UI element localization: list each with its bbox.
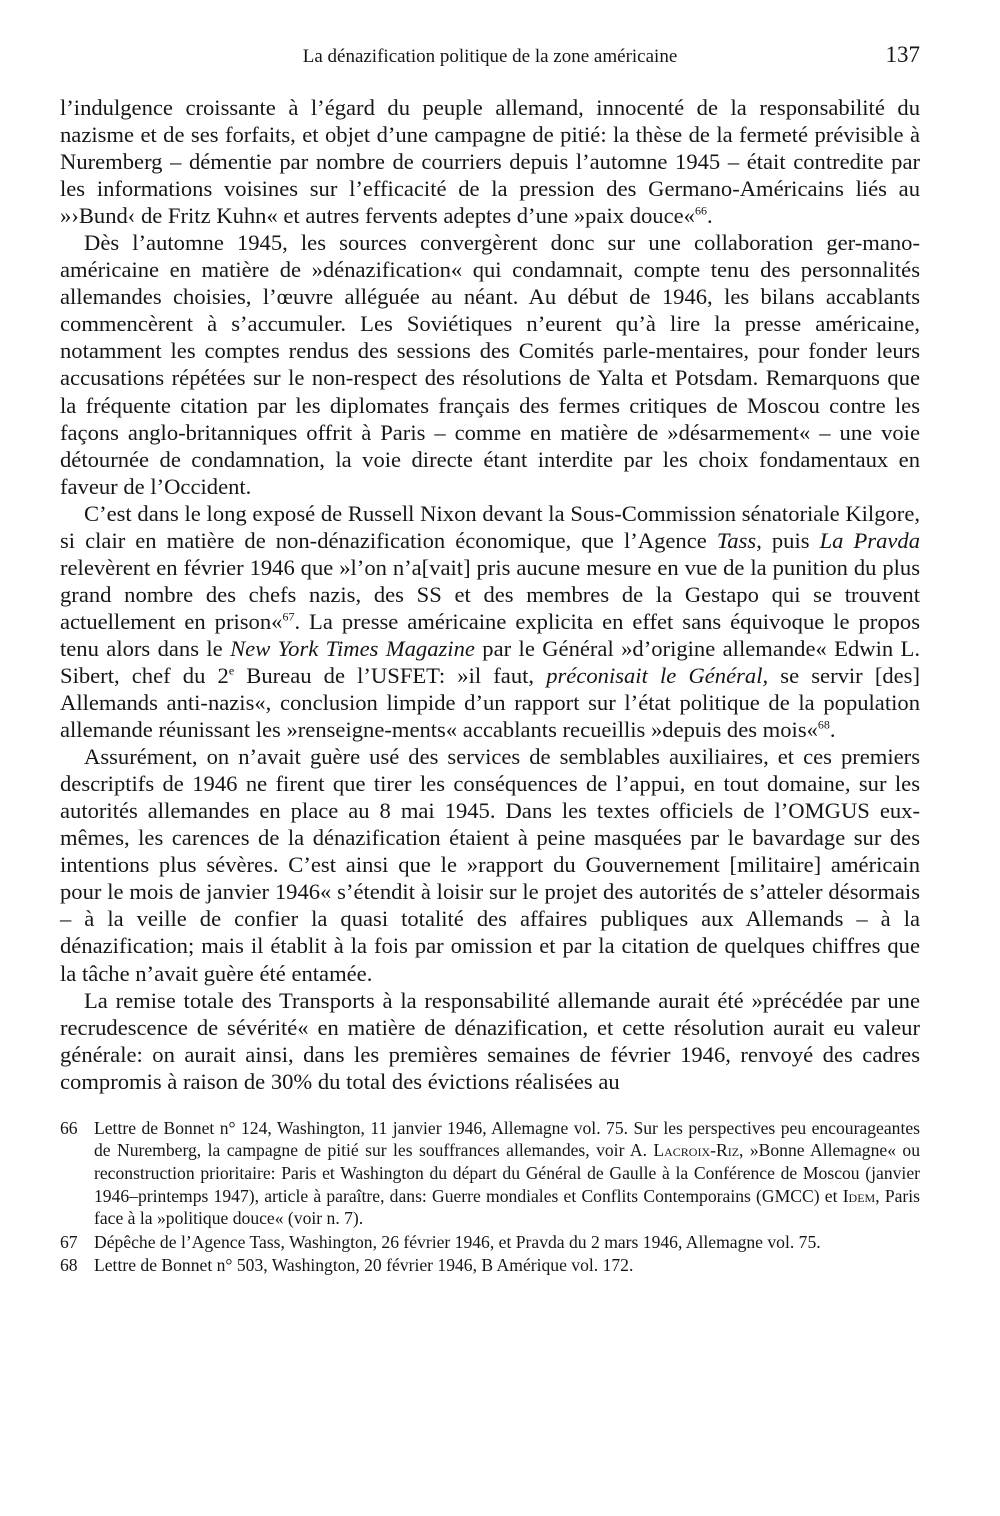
- paragraph-4: Assurément, on n’avait guère usé des services de semblables auxiliaires, et ces premiers descriptifs de 1946 ne firent que tirer les conséquences de l’appui, en tout domaine, sur les autorités allemandes en place au 8 mai 1945. Dans les textes officiels de l’OMGUS eux-mêmes, les carences de la dénazification étaient à peine masquées par le bavardage sur des intentions plus sévères. C’est ainsi que le »rapport du Gouvernement [militaire] américain pour le mois de janvier 1946« s’étendit à loisir sur le projet des autorités de s’atteler désormais – à la veille de confier la quasi totalité des affaires publiques aux Allemands – à la dénazification; mais il établit à la fois par omission et par la citation de quelques chiffres que la tâche n’avait guère été entamée.: [60, 744, 920, 986]
- paragraph-3-text-d: . La presse américaine explicita en effet sans équivoque le propos tenu alors dans le: [60, 608, 921, 661]
- footnote-66: [60, 1117, 920, 1230]
- italic-la-pravda: La Pravda: [819, 527, 920, 553]
- ordinal-superscript: e: [228, 663, 235, 678]
- footnotes: [60, 1117, 920, 1277]
- footnote-text: , »Bonne Allemagne« ou reconstruction prioritaire: Paris et Washington du départ du Général de Gaulle à la Conférence de Moscou (janvier 1946–printemps 1947), article à paraître, dans: Guerre mondiales et Conflits Contemporains (GMCC) et: [94, 1140, 920, 1206]
- italic-nyt-magazine: New York Times Magazine: [230, 635, 475, 661]
- footnote-ref-66[interactable]: 66: [694, 203, 707, 218]
- footnote-number: 68: [60, 1255, 78, 1276]
- paragraph-3-text-b: , puis: [756, 527, 820, 553]
- paragraph-3: [60, 500, 920, 743]
- paragraph-3-text-f: Bureau de l’USFET: »il faut,: [234, 662, 547, 688]
- body-text: [60, 94, 920, 1095]
- footnote-text: , Paris face à la »politique douce« (voir n. 7).: [94, 1185, 921, 1229]
- paragraph-3-end: .: [829, 717, 836, 743]
- footnote-67: [60, 1231, 920, 1254]
- footnote-ref-67[interactable]: 67: [282, 609, 295, 624]
- paragraph-1: [60, 94, 920, 229]
- footnote-text: Lettre de Bonnet n° 503, Washington, 20 février 1946, B Amérique vol. 172.: [94, 1255, 634, 1276]
- italic-preconisait: préconisait le Général,: [546, 662, 769, 688]
- paragraph-3-text-a: C’est dans le long exposé de Russell Nixon devant la Sous-Commission sénatoriale Kilgore, si clair en matière de non-dénazification économique, que l’Agence: [60, 500, 920, 553]
- paragraph-3-text-g: se servir [des] Allemands anti-nazis«, conclusion limpide d’un rapport sur l’état politique de la population allemande réunissant les »renseigne-ments« accablants recueillis »depuis des mois«: [60, 662, 920, 743]
- page-number: 137: [885, 42, 920, 67]
- footnote-text: Dépêche de l’Agence Tass, Washington, 26 février 1946, et Pravda du 2 mars 1946, Allemagne vol. 75.: [94, 1231, 821, 1252]
- paragraph-2: Dès l’automne 1945, les sources convergèrent donc sur une collaboration ger-mano-américaine en matière de »dénazification« qui condamnait, compte tenu des personnalités allemandes choisies, l’œuvre alléguée au néant. Au début de 1946, les bilans accablants commencèrent à s’accumuler. Les Soviétiques n’eurent qu’à lire la presse américaine, notamment les comptes rendus des sessions des Comités parle-mentaires, pour fonder leurs accusations répétées sur le non-respect des résolutions de Yalta et Potsdam. Remarquons que la fréquente citation par les diplomates français des fermes critiques de Moscou contre les façons anglo-britanniques offrit à Paris – comme en matière de »désarmement« – une voie détournée de condamnation, la voie directe étant interdite par les choix fondamentaux en faveur de l’Occident.: [60, 230, 920, 499]
- footnote-text: Lettre de Bonnet n° 124, Washington, 11 janvier 1946, Allemagne vol. 75. Sur les perspectives peu encourageantes de Nuremberg, la campagne de pitié sur les souffrances allemandes, voir A.: [94, 1117, 920, 1161]
- paragraph-3-text-c: relevèrent en février 1946 que »l’on n’a[vait] pris aucune mesure en vue de la punition du plus grand nombre des chefs nazis, des SS et des membres de la Gestapo qui se trouvent actuellement en prison«: [60, 554, 920, 634]
- italic-tass: Tass: [716, 527, 757, 553]
- paragraph-5: La remise totale des Transports à la responsabilité allemande aurait été »précédée par une recrudescence de sévérité« en matière de dénazification, et cette résolution aurait eu valeur générale: on aurait ainsi, dans les premières semaines de février 1946, renvoyé des cadres compromis à raison de 30% du total des évictions réalisées au: [60, 987, 920, 1094]
- footnote-number: 66: [60, 1117, 78, 1138]
- footnote-number: 67: [60, 1231, 78, 1252]
- author-name: Lacroix-Riz: [653, 1140, 740, 1161]
- footnote-68: [60, 1254, 920, 1277]
- paragraph-1-text: l’indulgence croissante à l’égard du peuple allemand, innocenté de la responsabilité du nazisme et de ses forfaits, et objet d’une campagne de pitié: la thèse de la fermeté prévisible à Nuremberg – démentie par nombre de courriers depuis l’automne 1945 – était contredite par les informations voisines sur l’efficacité de la pression des Germano-Américains liés au »›Bund‹ de Fritz Kuhn« et autres fervents adeptes d’une »paix douce«: [60, 95, 920, 229]
- running-title: La dénazification politique de la zone américaine: [302, 46, 678, 67]
- footnote-ref-68[interactable]: 68: [817, 717, 830, 732]
- page-header: [60, 40, 920, 80]
- document-page: [60, 40, 920, 1278]
- paragraph-3-text-e: par le Général »d’origine allemande« Edwin L. Sibert, chef du 2: [60, 635, 920, 688]
- paragraph-1-end: .: [706, 203, 713, 229]
- idem-label: Idem: [842, 1185, 876, 1206]
